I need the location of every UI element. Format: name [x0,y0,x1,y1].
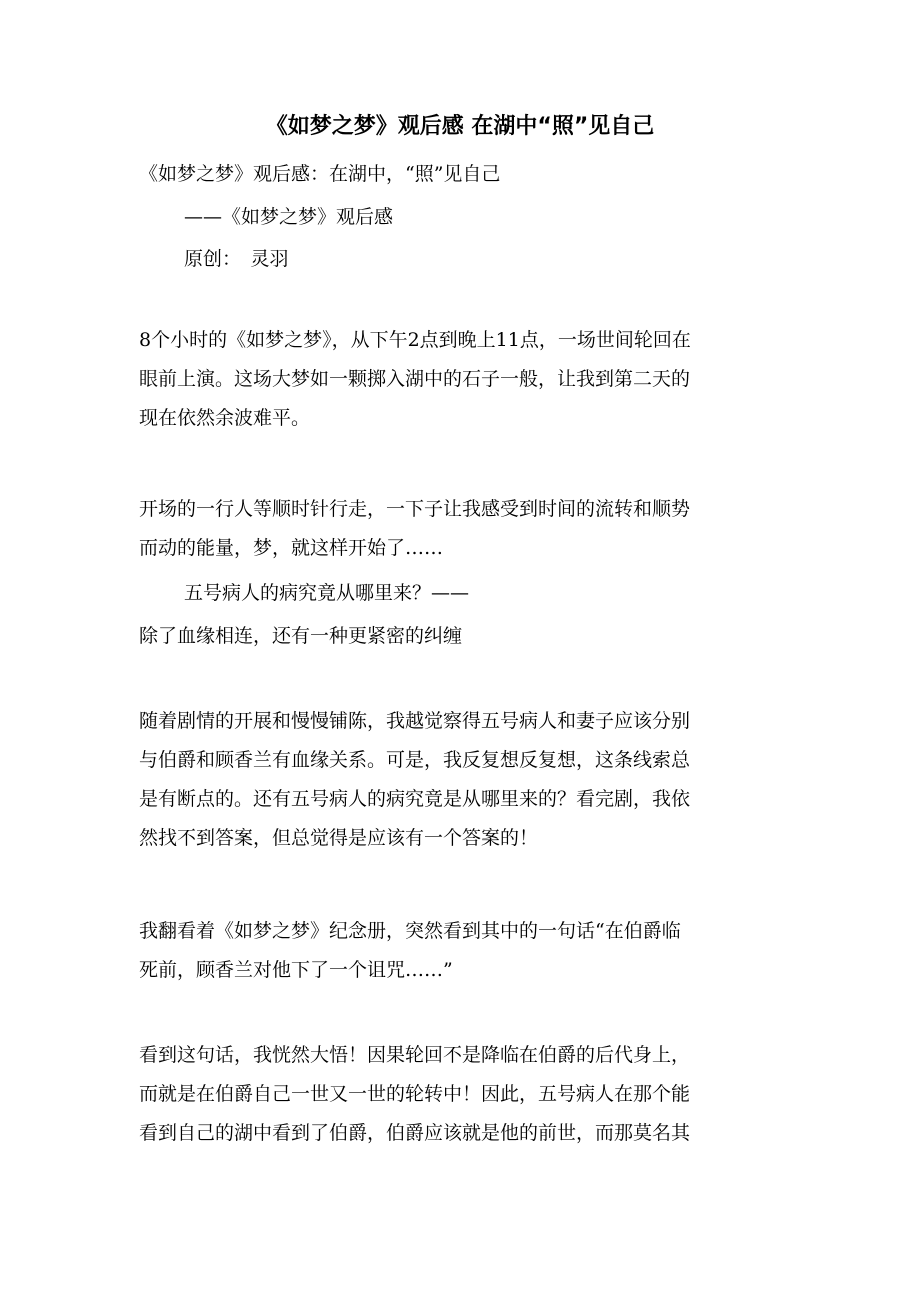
section-heading: 五号病人的病究竟从哪里来？—— [184,582,470,604]
paragraph-2-line-2: 而动的能量，梦，就这样开始了…… [139,537,444,559]
paragraph-3 [139,702,779,858]
author-line: 原创： 灵羽 [184,248,289,270]
paragraph-1-line-1: 8个小时的《如梦之梦》，从下午2点到晚上11点，一场世间轮回在 [139,329,691,351]
section-subheading: 除了血缘相连，还有一种更紧密的纠缠 [139,625,463,647]
paragraph-3-line-4: 然找不到答案，但总觉得是应该有一个答案的！ [139,827,539,849]
paragraph-3-line-2: 与伯爵和顾香兰有血缘关系。可是，我反复想反复想，这条线索总 [139,749,691,771]
paragraph-4 [139,912,779,990]
paragraph-4-line-1: 我翻看着《如梦之梦》纪念册，突然看到其中的一句话“在伯爵临 [139,920,681,942]
byline-dash: ——《如梦之梦》观后感 [184,206,394,228]
paragraph-5-line-2: 而就是在伯爵自己一世又一世的轮转中！因此，五号病人在那个能 [139,1083,691,1105]
paragraph-5 [139,1036,779,1153]
paragraph-1-line-3: 现在依然余波难平。 [139,407,311,429]
paragraph-4-line-2: 死前，顾香兰对他下了一个诅咒……” [139,959,453,981]
paragraph-2 [139,490,779,568]
document-title: 《如梦之梦》观后感 在湖中“照”见自己 [265,114,655,139]
paragraph-3-line-3: 是有断点的。还有五号病人的病究竟是从哪里来的？看完剧，我依 [139,788,691,810]
paragraph-5-line-1: 看到这句话，我恍然大悟！因果轮回不是降临在伯爵的后代身上， [139,1044,691,1066]
paragraph-5-line-3: 看到自己的湖中看到了伯爵，伯爵应该就是他的前世，而那莫名其 [139,1122,691,1144]
paragraph-1-line-2: 眼前上演。这场大梦如一颗掷入湖中的石子一般，让我到第二天的 [139,368,691,390]
document-subtitle: 《如梦之梦》观后感：在湖中，“照”见自己 [139,163,501,185]
paragraph-1 [139,321,779,438]
paragraph-3-line-1: 随着剧情的开展和慢慢铺陈，我越觉察得五号病人和妻子应该分别 [139,710,691,732]
paragraph-2-line-1: 开场的一行人等顺时针行走，一下子让我感受到时间的流转和顺势 [139,498,691,520]
